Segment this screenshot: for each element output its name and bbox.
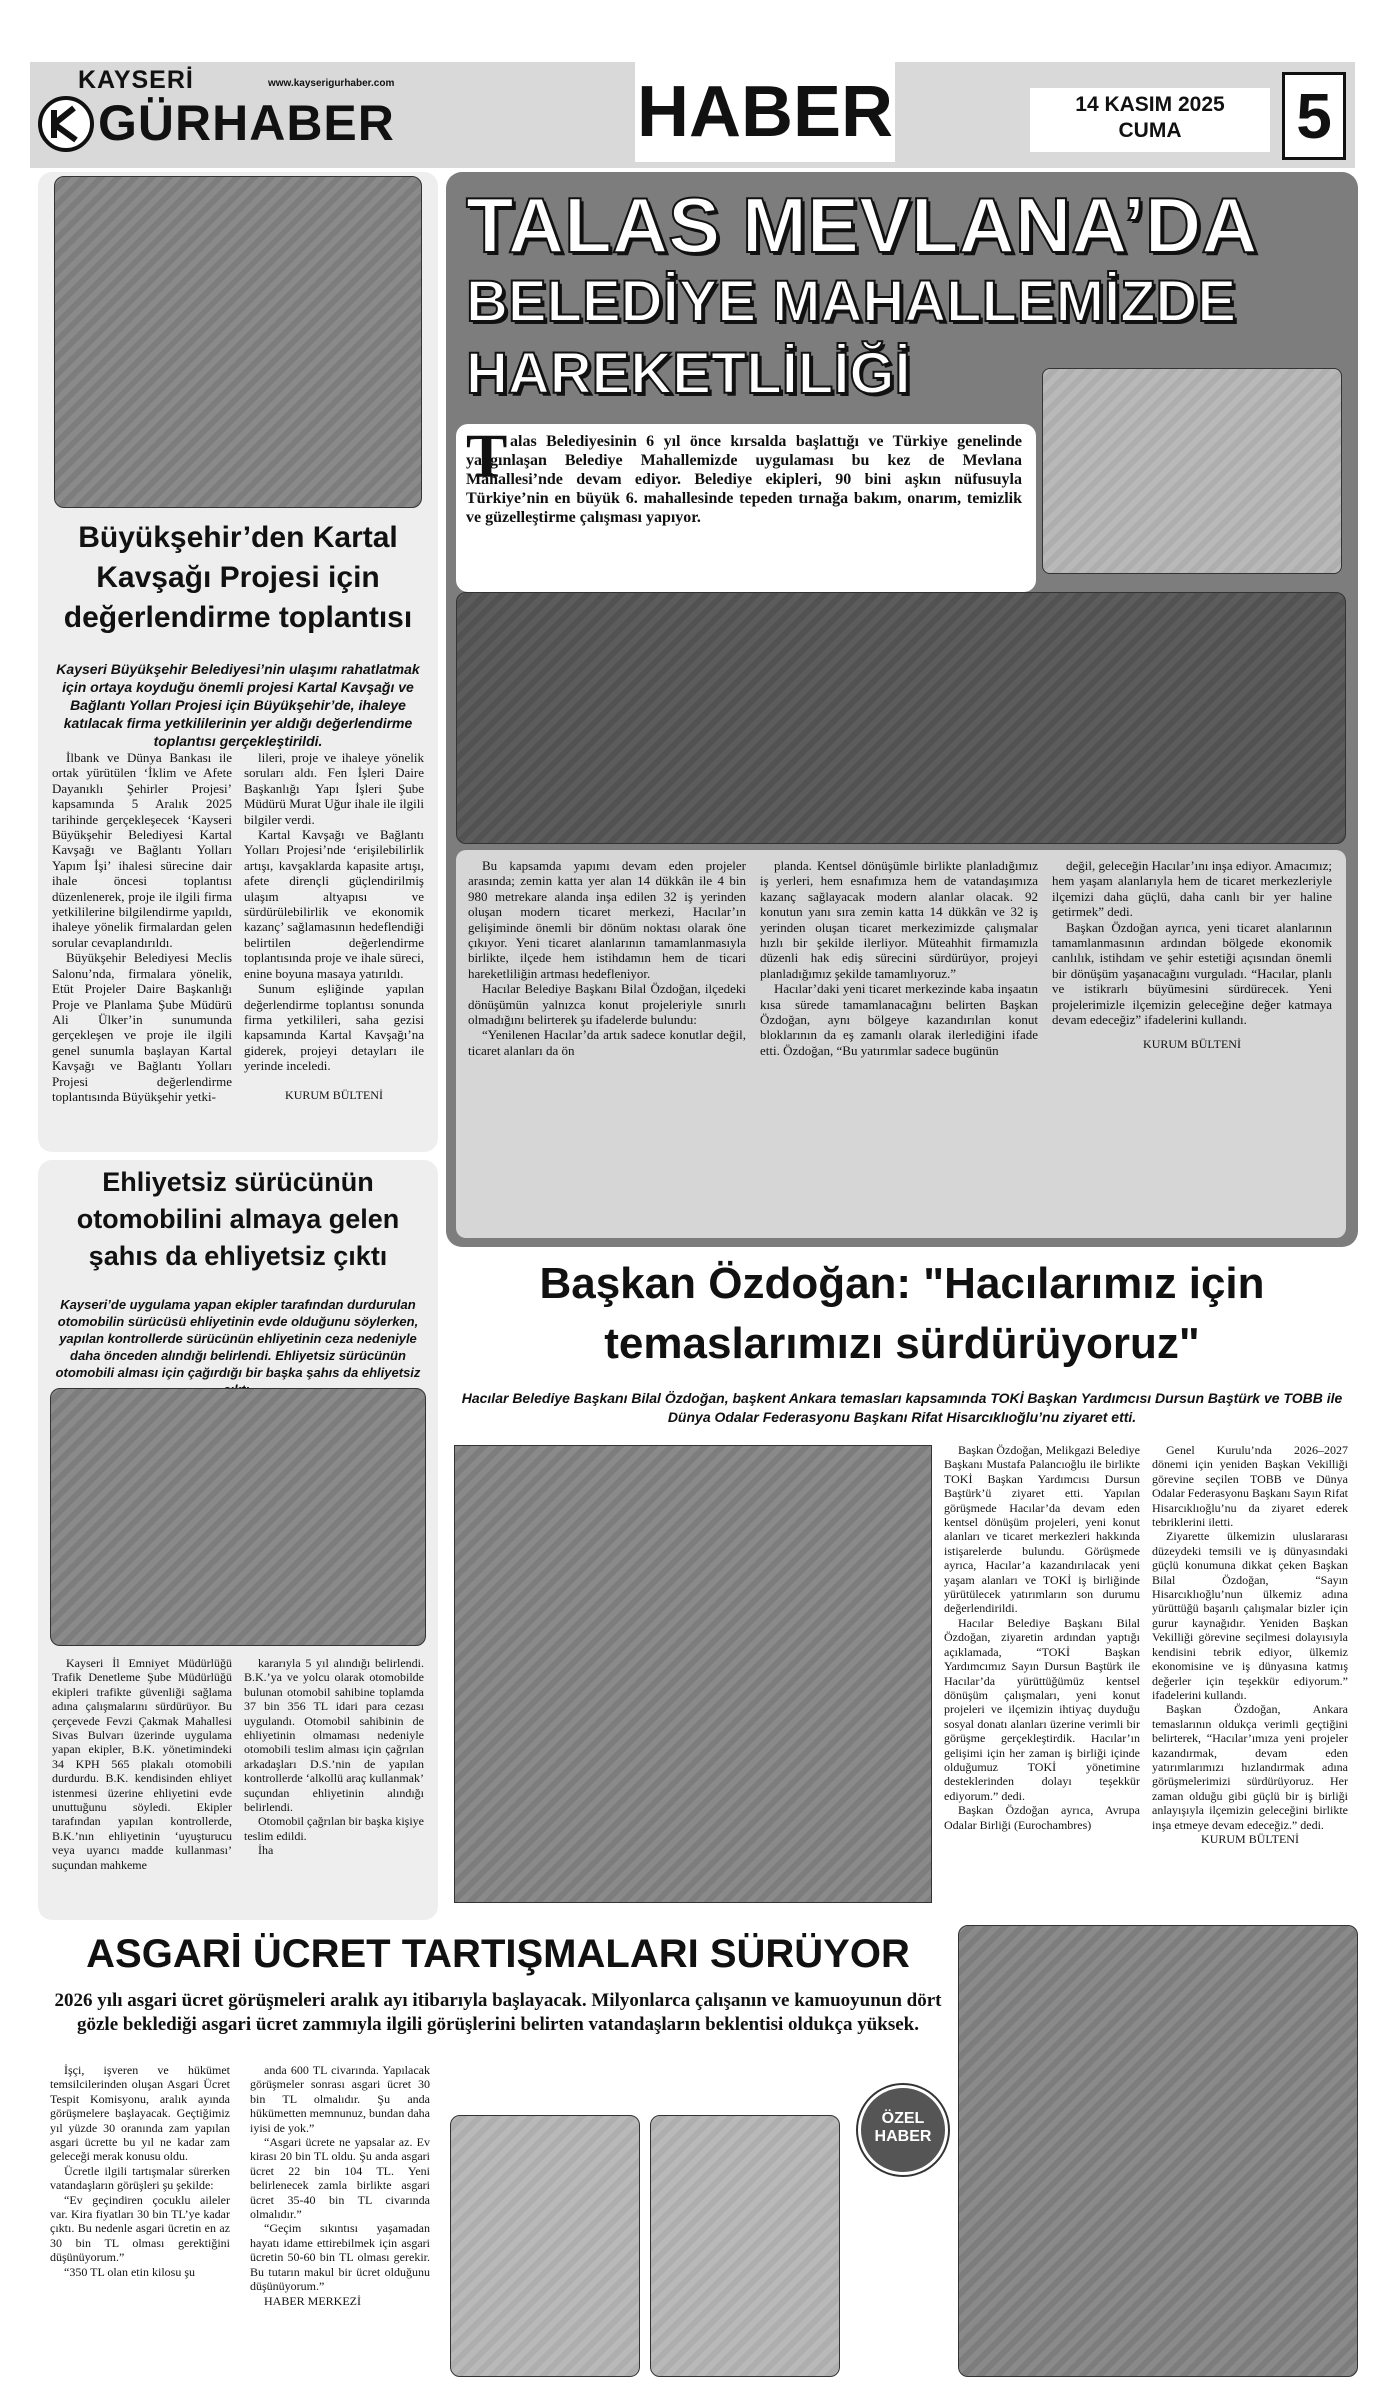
talas-drop-cap: T: [466, 423, 508, 491]
paragraph: Otomobil çağrılan bir başka kişiye teslim edildi.: [244, 1814, 424, 1843]
ehliyet-photo: [50, 1388, 426, 1646]
ehliyet-lead: Kayseri’de uygulama yapan ekipler tarafından durdurulan otomobilin sürücüsü ehliyetinin evde olduğunu söylerken, yapılan kontrollerde sürücünün ehliyetinin ceza nedeniyle daha önceden alındığı belirlendi. Ehliyetsiz sürücünün otomobili alması için çağırdığı bir başka şahıs da ehliyetsiz: [55, 1297, 421, 1380]
asgari-photo-man-2: [650, 2115, 840, 2377]
section-title: HABER: [635, 62, 895, 162]
ehliyet-col-2: [244, 1656, 424, 1858]
paragraph: Bu kapsamda yapımı devam eden projeler arasında; zemin katta yer alan 14 dükkân ile 4 bin 980 metrekare alanda inşa edilen 32 iş yerinden oluşan modern ticaret merkezi, Hacılar’ın gelişiminde önemli bir dönüm noktası olarak öne çıkıyor. Yeni ticaret alanlarının tamamlanmasıyla birlikte, ilçede hem istihdamın hem de ticari hareketliliğin artması hedefleniyor.: [468, 858, 746, 981]
ozdogan-title-1: Başkan Özdoğan: "Hacılarımız için: [539, 1259, 1265, 1308]
talas-lead-box: [456, 424, 1036, 592]
issue-date-box: [1030, 88, 1270, 152]
kartal-signoff: KURUM BÜLTENİ: [285, 1087, 383, 1102]
badge-line-1: ÖZEL: [881, 2110, 925, 2127]
paragraph: kararıyla 5 yıl alındığı belirlendi. B.K.’ya ve yolcu olarak otomobilde bulunan otomobil sahibine toplamda 37 bin 356 TL idari para cezası uygulandı. Otomobil sahibinin de ehliyetinin olmaması nedeniyle otomobili teslim alması için çağrılan arkadaşları D.S.’nin de yapılan kontrollerde ‘alkollü araç kullanmak’ suçundan ehliyetinin alındığı belirlendi.: [244, 1656, 424, 1815]
kartal-title: Büyükşehir’den Kartal Kavşağı Projesi için değerlendirme toplantısı: [63, 521, 413, 634]
brand-top: KAYSERİ: [78, 66, 194, 94]
paragraph: Hacılar Belediye Başkanı Bilal Özdoğan, ilçedeki dönüşümün yalnızca konut projeleriyle sınırlı olmadığını belirterek şu ifadelerde bulundu:: [468, 981, 746, 1028]
paragraph: Başkan Özdoğan ayrıca, yeni ticaret alanlarının tamamlanmasının ardından bölgede ekonomik canlılık, istihdam ve şehir estetiği açısından önemli bir dönüşüm yaşanacağını vurguladı. “Hacılar, planlı ve istikrarlı büyümesini sürdürecek. Yeni projelerimizle ilçemizin geleceğine değer katmaya devam edeceğiz” ifadelerini kullandı.: [1052, 919, 1332, 1028]
paragraph: Başkan Özdoğan ayrıca, Avrupa Odalar Birliği (Eurochambres): [944, 1803, 1140, 1832]
paragraph: Genel Kurulu’nda 2026–2027 dönemi için yeniden Başkan Vekilliği görevine seçilen TOBB ve Dünya Odalar Federasyonu Başkanı Sayın Rifat Hisarcıklıoğlu’nu da ziyaret ederek tebriklerini iletti.: [1152, 1443, 1348, 1530]
paragraph: Büyükşehir Belediyesi Meclis Salonu’nda, firmalara yönelik, Etüt Projeler Daire Başkanlığı Proje ve Planlama Şube Müdürü Ali Ülker’in sunumunda gerçekleşen ve proje ile ilgili genel sunumla başlayan Kartal Kavşağı ve Bağlantı Yolları Projesi değerlendirme toplantısında Büyükşehir yetki-: [52, 950, 232, 1104]
paragraph: “Ev geçindiren çocuklu aileler var. Kira fiyatları 30 bin TL’ye kadar çıktı. Bu nedenle asgari ücretin en az 30 bin TL olması gerektiğini düşünüyorum.”: [50, 2192, 230, 2265]
kartal-col-2: [244, 750, 424, 1103]
ozdogan-lead: Hacılar Belediye Başkanı Bilal Özdoğan, başkent Ankara temasları kapsamında TOKİ Başkan Yardımcısı Dursun Baştürk ve TOBB ile Dünya Odalar Federasyonu Başkanı Rifat Hisarcıklıoğlu’nu ziyaret etti.: [461, 1390, 1343, 1425]
talas-col-1: [468, 858, 746, 1058]
ozdogan-signoff: KURUM BÜLTENİ: [1201, 1831, 1299, 1846]
asgari-photo-man-1: [450, 2115, 640, 2377]
kartal-article: [38, 172, 438, 1152]
masthead: [30, 62, 1355, 168]
issue-date: 14 KASIM 2025: [1075, 93, 1225, 116]
brand-logo: [38, 64, 408, 164]
talas-trucks-photo: [456, 592, 1346, 844]
talas-headline-3: HAREKETLİLİĞİ: [466, 341, 911, 406]
talas-signoff: KURUM BÜLTENİ: [1143, 1037, 1241, 1052]
ozdogan-title-2: temaslarımızı sürdürüyoruz": [604, 1319, 1200, 1368]
brand-name: GÜRHABER: [98, 95, 395, 151]
issue-day: CUMA: [1118, 119, 1182, 142]
paragraph: Hacılar’daki yeni ticaret merkezinde kaba inşaatın kısa sürede tamamlanacağını belirten Başkan Özdoğan, aynı bölgeye kazandırılan konut bloklarının da eş zamanlı olarak ilerlediğini ifade etti. Özdoğan, “Bu yatırımlar sadece bugünün: [760, 981, 1038, 1058]
asgari-col-2: [250, 2063, 430, 2308]
paragraph: “Geçim sıkıntısı yaşamadan hayatı idame ettirebilmek için asgari ücretin 50-60 bin TL olması gerekir. Bu tutarın makul bir ücret olduğunu düşünüyorum.”: [250, 2221, 430, 2294]
ozdogan-article: [446, 1255, 1358, 1920]
kartal-photo: [54, 176, 422, 508]
talas-col-2: [760, 858, 1038, 1058]
brand-emblem-icon: [38, 96, 94, 152]
talas-headline-1: TALAS MEVLANA’DA: [466, 181, 1258, 269]
website: www.kayserigurhaber.com: [268, 78, 395, 89]
paragraph: İşçi, işveren ve hükümet temsilcilerinden oluşan Asgari Ücret Tespit Komisyonu, aralık ayında görüşmelere başlayacak. Geçtiğimiz yıl yüzde 30 oranında zam yapılan asgari ücrette bu yıl ne kadar zam geleceği merak konusu oldu.: [50, 2063, 230, 2164]
ehliyet-signoff: İha: [258, 1843, 274, 1858]
talas-headline-2: BELEDİYE MAHALLEMİZDE: [466, 269, 1237, 334]
paragraph: lileri, proje ve ihaleye yönelik soruları aldı. Fen İşleri Daire Başkanlığı Yapı İşleri Şube Müdürü Murat Uğur ihale ile ilgili bilgiler verdi.: [244, 750, 424, 827]
asgari-photo-woman: [958, 1925, 1358, 2377]
talas-lead: alas Belediyesinin 6 yıl önce kırsalda başlattığı ve Türkiye genelinde yaygınlaşan Belediye Mahallemizde uygulaması bu kez de Mevlana Mahallesi’nde devam ediyor. Belediye ekipleri, 90 bini aşkın nüfusuyla Türkiye’nin en büyük 6. mahallesinde tepeden tırnağa bakım, onarım, temizlik ve güzelleştirme çalışması yapıyor.: [466, 433, 1022, 526]
paragraph: Ücretle ilgili tartışmalar sürerken vatandaşların görüşleri şu şekilde:: [50, 2163, 230, 2193]
paragraph: planda. Kentsel dönüşümle birlikte planladığımız iş yerleri, hem esnafımıza hem de vatandaşımıza kazanç sağlayacak modern alanlar olacak. 92 konutun yanı sıra zemin katta 14 dükkân ve 32 iş yerinden oluşan ticaret merkezimizde çalışmalar hızlı bir şekilde ilerliyor. Müteahhit firmamızla düzenli hak ediş sürecini sürdürüyor, projeyi planladığımız şekilde tamamlıyoruz.”: [760, 858, 1038, 981]
ehliyet-title: Ehliyetsiz sürücünün otomobilini almaya gelen şahıs da ehliyetsiz çıktı: [76, 1167, 400, 1271]
paragraph: değil, geleceğin Hacılar’ını inşa ediyor. Amacımız; hem yaşam alanlarıyla hem de ticaret merkezleriyle ilçemizi daha güçlü, daha canlı bir yer haline getirmek” dedi.: [1052, 858, 1332, 920]
kartal-col-1: [52, 750, 232, 1104]
asgari-article: [38, 1925, 1358, 2380]
paragraph: “Asgari ücrete ne yapsalar az. Ev kirası 20 bin TL oldu. Şu anda asgari ücret 22 bin 104 TL. Yeni belirlenecek zamla birlikte asgari ücret 35-40 bin TL civarında olmalıdır.”: [250, 2135, 430, 2222]
page-number: 5: [1282, 72, 1346, 160]
talas-col-3: [1052, 858, 1332, 1053]
paragraph: anda 600 TL civarında. Yapılacak görüşmeler sonrası asgari ücret 30 bin TL olmalıdır. Şu anda hükümetten memnunuz, bundan daha iyisi de yok.”: [250, 2063, 430, 2135]
paragraph: Başkan Özdoğan, Melikgazi Belediye Başkanı Mustafa Palancıoğlu ile birlikte TOKİ Başkan Yardımcısı Dursun Baştürk’ü ziyaret etti. Yapılan görüşmede Hacılar’da devam eden kentsel dönüşüm projeleri, yeni konut alanları ve ticaret merkezleri hakkında istişarelerde bulundu. Görüşmede ayrıca, Hacılar’a kazandırılacak yeni yaşam alanları ve TOKİ iş birliğinde yürütülecek yatırımların son durumu değerlendirildi.: [944, 1443, 1140, 1616]
talas-article: [446, 172, 1358, 1247]
paragraph: Ziyarette ülkemizin uluslararası düzeydeki temsili ve iş dünyasındaki güçlü konumuna dikkat çeken Başkan Bilal Özdoğan, “Sayın Hisarcıklıoğlu’nun ülkemiz adına yürüttüğü başarılı çalışmalar bizler için gurur kaynağıdır. Yeniden Başkan Vekilliği görevine seçilmesi dolayısıyla kendisini tebrik ediyor, ülkemiz ekonomisine ve iş dünyasına katmış değerler için teşekkür ediyorum.” ifadelerini kullandı.: [1152, 1529, 1348, 1702]
paragraph: “Yenilenen Hacılar’da artık sadece konutlar değil, ticaret alanları da ön: [468, 1027, 746, 1058]
asgari-signoff: HABER MERKEZİ: [264, 2293, 361, 2308]
ozdogan-col-1: [944, 1443, 1140, 1832]
asgari-lead: 2026 yılı asgari ücret görüşmeleri aralık ayı itibarıyla başlayacak. Milyonlarca çalışanın ve kamuoyunun dört gözle beklediği asgari ücret zammıyla ilgili görüşlerini belirten vatandaşların beklentisi oldukça yüksek.: [54, 1990, 942, 2035]
paragraph: Başkan Özdoğan, Ankara temaslarının oldukça verimli geçtiğini belirterek, “Hacılar’ımıza yeni projeler kazandırmak, devam eden yatırımlarımızı hızlandırmak adına görüşmelerimizi sürdürüyoruz. Her zaman olduğu gibi güçlü bir iş birliği anlayışıyla ilçemizin geleceğini birlikte inşa etmeye devam edeceğiz.” dedi.: [1152, 1702, 1348, 1832]
paragraph: Hacılar Belediye Başkanı Bilal Özdoğan, ziyaretin ardından yaptığı açıklamada, “TOKİ Başkan Yardımcımız Sayın Dursun Baştürk ile Hacılar’da yürüttüğümüz kentsel dönüşüm çalışmaları, yeni konut projeleri ve ilçemizin ihtiyaç duyduğu sosyal donatı alanları üzerine verimli bir görüşme gerçekleştirdik. Hacılar’ın gelişimi için her zaman iş birliği içinde olduğumuz TOKİ yönetimine desteklerinden dolayı teşekkür ediyorum.” dedi.: [944, 1615, 1140, 1803]
asgari-title: ASGARİ ÜCRET TARTIŞMALARI SÜRÜYOR: [86, 1932, 910, 1976]
ozel-haber-badge: [858, 2085, 948, 2175]
ehliyet-article: [38, 1160, 438, 1920]
paragraph: Kartal Kavşağı ve Bağlantı Yolları Projesi’nde ‘erişilebilirlik artışı, kavşaklarda kapasite artışı, afete dirençli güçlendirilmiş ulaşım altyapısı ve sürdürülebilirlik ve ekonomik kazanç’ sağlamasının hedeflendiği belirtilen değerlendirme toplantısında proje ve ihale süreci, enine boyuna masaya yatırıldı.: [244, 827, 424, 981]
ehliyet-col-1: [52, 1656, 232, 1872]
paragraph: Sunum eşliğinde yapılan değerlendirme toplantısı sonunda firma yetkilileri, saha gezisi kapsamında Kartal Kavşağı’na giderek, projeyi detayları ile yerinde inceledi.: [244, 981, 424, 1074]
asgari-col-1: [50, 2063, 230, 2279]
badge-line-2: HABER: [874, 2128, 932, 2145]
paragraph: Kayseri İl Emniyet Müdürlüğü Trafik Denetleme Şube Müdürlüğü ekipleri trafikte güvenliği sağlama adına çalışmalarını sürdürüyor. Bu çerçevede Fevzi Çakmak Mahallesi Sivas Bulvarı üzerinde uygulama yapan ekipler, B.K. yönetimindeki 34 KPH 565 plakalı otomobili durdurdu. B.K. kendisinden ehliyet istenmesi üzerine ehliyetini evde unuttuğunu söyledi. Ekipler tarafından yapılan kontrollerde, B.K.’nın ehliyetinin ‘uyuşturucu veya uyarıcı madde kullanması’ suçundan mahkeme: [52, 1656, 232, 1872]
talas-workers-photo: [1042, 368, 1342, 574]
kartal-lead: Kayseri Büyükşehir Belediyesi’nin ulaşımı rahatlatmak için ortaya koyduğu önemli projesi Kartal Kavşağı ve Bağlantı Yolları Projesi için Büyükşehir’de, ihaleye katılacak firma yetkililerinin yer aldığı değerlendirme toplantısı gerçekleştirildi.: [56, 661, 420, 749]
paragraph: “350 TL olan etin kilosu şu: [64, 2264, 195, 2279]
paragraph: İlbank ve Dünya Bankası ile ortak yürütülen ‘İklim ve Afete Dayanıklı Şehirler Projesi’ kapsamında 5 Aralık 2025 tarihinde gerçekleşecek ‘Kayseri Büyükşehir Belediyesi Kartal Kavşağı ve Bağlantı Yolları Yapım İşi’ ihalesi sürecine dair ihale öncesi toplantısı düzenlenerek, proje ile ilgili firma yetkililerine bilgilendirme yapıldı, ihaleye yönelik firmalardan gelen sorular cevaplandırıldı.: [52, 750, 232, 950]
ozdogan-photo: [454, 1445, 932, 1903]
ozdogan-col-2: [1152, 1443, 1348, 1846]
